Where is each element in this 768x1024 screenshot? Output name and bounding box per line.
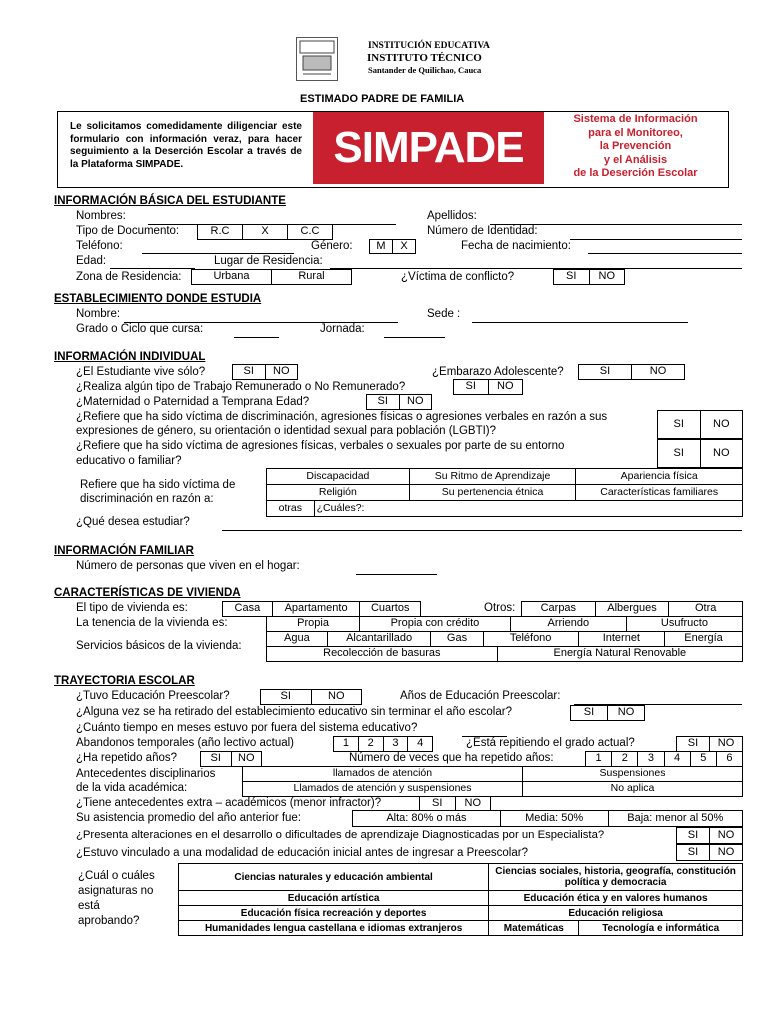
- q-mod-options[interactable]: [676, 844, 743, 861]
- system-line-4: y el Análisis: [603, 153, 668, 166]
- razon-cuales[interactable]: ¿Cuáles?:: [314, 501, 742, 517]
- num-rep-label: Número de veces que ha repetido años:: [349, 752, 554, 764]
- ten-usufructo[interactable]: Usufructo: [660, 617, 708, 630]
- asig-ciencias-naturales[interactable]: Ciencias naturales y educación ambiental: [179, 864, 489, 891]
- q-agr-line-2: educativo o familiar?: [76, 455, 182, 467]
- agr-si[interactable]: SI: [658, 440, 701, 467]
- jornada-label: Jornada:: [320, 323, 365, 335]
- genero-options[interactable]: [369, 239, 416, 254]
- aband-4[interactable]: 4: [417, 737, 424, 750]
- section-fam-title: INFORMACIÓN FAMILIAR: [54, 545, 194, 557]
- q-solo-options[interactable]: [232, 364, 298, 380]
- aband-2[interactable]: 2: [359, 737, 384, 751]
- system-line-2: para el Monitoreo,: [588, 126, 683, 139]
- num-rep-3[interactable]: 3: [638, 752, 664, 766]
- agr-no[interactable]: NO: [713, 446, 730, 459]
- zona-label: Zona de Residencia:: [76, 271, 182, 283]
- viv-otros-label: Otros:: [484, 602, 516, 614]
- viv-carpas[interactable]: Carpas: [522, 602, 596, 616]
- aband-options[interactable]: [333, 736, 433, 752]
- razon-label-1: Refiere que ha sido víctima de: [80, 479, 236, 491]
- q-pre-options[interactable]: [260, 689, 362, 705]
- zona-options[interactable]: [191, 269, 352, 285]
- q-mod-label: ¿Estuvo vinculado a una modalidad de educación inicial antes de ingresar a Preescolar?: [76, 847, 528, 859]
- system-name-box: [548, 113, 723, 183]
- asist-options[interactable]: [352, 810, 743, 827]
- simpade-logo: [313, 112, 544, 184]
- nombres-label: Nombres:: [76, 210, 126, 222]
- section-est-title: ESTABLECIMIENTO DONDE ESTUDIA: [54, 293, 262, 305]
- pre-si[interactable]: SI: [261, 690, 312, 704]
- asig-ciencias-sociales[interactable]: Ciencias sociales, historia, geografía, constitución política y democracia: [489, 864, 743, 891]
- antec-table: [242, 766, 743, 797]
- q-rep-act-options[interactable]: [676, 736, 743, 752]
- asig-question-3: está: [78, 900, 100, 912]
- solo-si[interactable]: SI: [233, 365, 266, 379]
- q-mat-options[interactable]: [366, 394, 432, 410]
- q-personas-field[interactable]: [356, 574, 437, 575]
- q-extra-label: ¿Tiene antecedentes extra – académicos (menor infractor)?: [76, 797, 382, 809]
- anios-pre-label: Años de Educación Preescolar:: [400, 690, 561, 702]
- q-trab-options[interactable]: [453, 379, 523, 395]
- num-rep-5[interactable]: 5: [691, 752, 717, 766]
- q-alt-options[interactable]: [676, 827, 743, 844]
- fecha-field[interactable]: [588, 253, 742, 254]
- victima-label: ¿Víctima de conflicto?: [401, 271, 515, 283]
- razon-familiares[interactable]: Características familiares: [576, 485, 743, 501]
- genero-x[interactable]: X: [400, 239, 408, 252]
- q-rep-options[interactable]: [200, 751, 262, 767]
- alt-no[interactable]: NO: [717, 828, 735, 841]
- serv-energia[interactable]: Energía: [684, 632, 723, 645]
- ten-propia[interactable]: Propia: [267, 617, 360, 631]
- num-rep-4[interactable]: 4: [665, 752, 691, 766]
- apellidos-label: Apellidos:: [427, 210, 477, 222]
- emb-no[interactable]: NO: [649, 365, 667, 378]
- doc-x[interactable]: X: [243, 225, 288, 239]
- serv-alcantarillado[interactable]: Alcantarillado: [328, 632, 432, 646]
- q-mat-label: ¿Maternidad o Paternidad a Temprana Edad?: [76, 396, 310, 408]
- greeting-title: ESTIMADO PADRE DE FAMILIA: [300, 93, 465, 105]
- ret-no[interactable]: NO: [617, 706, 635, 719]
- section-viv-title: CARACTERÍSTICAS DE VIVIENDA: [54, 587, 241, 599]
- num-rep-2[interactable]: 2: [612, 752, 638, 766]
- razon-etnica[interactable]: Su pertenencia étnica: [409, 485, 576, 501]
- asig-humanidades[interactable]: Humanidades lengua castellana e idiomas extranjeros: [179, 921, 489, 936]
- aband-3[interactable]: 3: [384, 737, 409, 751]
- mod-si[interactable]: SI: [677, 845, 710, 860]
- disc-si[interactable]: SI: [658, 411, 701, 438]
- asist-baja[interactable]: Baja: menor al 50%: [627, 811, 724, 824]
- viv-albergues[interactable]: Albergues: [596, 602, 670, 616]
- simpade-logo-text: SIMPADE: [333, 123, 524, 172]
- q-emb-options[interactable]: [578, 364, 685, 380]
- asig-religiosa[interactable]: Educación religiosa: [489, 906, 743, 921]
- viv-tenencia-options[interactable]: [266, 616, 743, 632]
- asig-question-2: asignaturas no: [78, 885, 154, 897]
- ret-si[interactable]: SI: [571, 706, 608, 720]
- est-nombre-label: Nombre:: [76, 308, 121, 320]
- q-agr-options[interactable]: [657, 439, 743, 468]
- antec-llamados-susp[interactable]: Llamados de atención y suspensiones: [243, 782, 523, 797]
- school-name: INSTITUTO TÉCNICO: [367, 52, 482, 64]
- edad-field[interactable]: [110, 268, 195, 269]
- ten-arriendo[interactable]: Arriendo: [511, 617, 627, 631]
- antec-suspensiones[interactable]: Suspensiones: [523, 767, 743, 782]
- jornada-field[interactable]: [384, 337, 445, 338]
- rep-si[interactable]: SI: [201, 752, 232, 766]
- q-extra-options[interactable]: [419, 796, 491, 811]
- razon-label-2: discriminación en razón a:: [80, 493, 214, 505]
- q-pre-label: ¿Tuvo Educación Preescolar?: [76, 690, 230, 702]
- q-ret-label: ¿Alguna vez se ha retirado del establecimiento educativo sin terminar el año escolar?: [76, 706, 512, 718]
- viv-servicios-options-2[interactable]: [266, 646, 743, 662]
- antec-llamados[interactable]: llamados de atención: [243, 767, 523, 782]
- victima-no[interactable]: NO: [598, 270, 615, 283]
- q-personas-label: Número de personas que viven en el hogar:: [76, 560, 300, 572]
- sede-field[interactable]: [472, 322, 688, 323]
- antec-no-aplica[interactable]: No aplica: [523, 782, 743, 797]
- viv-tipo-label: El tipo de vivienda es:: [76, 602, 188, 614]
- razon-otras[interactable]: otras: [267, 501, 315, 517]
- grado-label: Grado o Ciclo que cursa:: [76, 323, 204, 335]
- zona-rural[interactable]: Rural: [298, 270, 325, 283]
- aband-1[interactable]: 1: [334, 737, 359, 751]
- q-emb-label: ¿Embarazo Adolescente?: [432, 366, 564, 378]
- grado-field[interactable]: [234, 337, 279, 338]
- asignaturas-table: [178, 863, 743, 936]
- q-disc-options[interactable]: [657, 410, 743, 439]
- q-agr-line-1: ¿Refiere que ha sido víctima de agresiones físicas, verbales o sexuales por parte de su entorno: [76, 440, 565, 452]
- extra-no[interactable]: NO: [464, 796, 481, 809]
- edad-label: Edad:: [76, 255, 107, 267]
- rep-act-no[interactable]: NO: [717, 737, 735, 750]
- razon-ritmo[interactable]: Su Ritmo de Aprendizaje: [409, 469, 576, 485]
- lugar-label: Lugar de Residencia:: [214, 255, 323, 267]
- q-rep-label: ¿Ha repetido años?: [76, 752, 178, 764]
- viv-servicios-label: Servicios básicos de la vivienda:: [76, 640, 242, 652]
- emb-si[interactable]: SI: [579, 365, 632, 379]
- viv-tipo-options[interactable]: [222, 601, 421, 617]
- serv-agua[interactable]: Agua: [267, 632, 328, 646]
- q-disc-line-2: expresiones de género, su orientación o identidad sexual para población (LGBTI)?: [76, 425, 497, 437]
- razon-discapacidad[interactable]: Discapacidad: [267, 469, 410, 485]
- solo-no[interactable]: NO: [273, 365, 290, 378]
- telefono-label: Teléfono:: [76, 240, 123, 252]
- viv-otra[interactable]: Otra: [694, 602, 717, 615]
- serv-gas[interactable]: Gas: [431, 632, 483, 646]
- section-ind-title: INFORMACIÓN INDIVIDUAL: [54, 351, 206, 363]
- asig-fisica[interactable]: Educación física recreación y deportes: [179, 906, 489, 921]
- asig-question-4: aprobando?: [78, 915, 140, 927]
- victima-si[interactable]: SI: [554, 270, 590, 284]
- antec-label-2: de la vida académica:: [76, 782, 188, 794]
- section-tray-title: TRAYECTORIA ESCOLAR: [54, 675, 195, 687]
- pre-no[interactable]: NO: [328, 690, 345, 703]
- antec-label-1: Antecedentes disciplinarios: [76, 768, 216, 780]
- institution-label: INSTITUCIÓN EDUCATIVA: [368, 41, 490, 51]
- serv-internet[interactable]: Internet: [579, 632, 665, 646]
- tipo-doc-options[interactable]: [197, 224, 333, 240]
- mat-no[interactable]: NO: [407, 395, 424, 408]
- alt-si[interactable]: SI: [677, 828, 710, 843]
- trab-no[interactable]: NO: [497, 380, 514, 393]
- system-line-3: la Prevención: [599, 140, 672, 152]
- q-rep-act-label: ¿Está repitiendo el grado actual?: [466, 737, 635, 749]
- mat-si[interactable]: SI: [367, 395, 400, 409]
- trab-si[interactable]: SI: [454, 380, 489, 394]
- rep-act-si[interactable]: SI: [677, 737, 710, 751]
- extra-si[interactable]: SI: [420, 797, 456, 810]
- rep-no[interactable]: NO: [238, 752, 255, 765]
- asig-etica[interactable]: Educación ética y en valores humanos: [489, 891, 743, 906]
- viv-otros-options[interactable]: [521, 601, 743, 617]
- lugar-field[interactable]: [330, 268, 742, 269]
- genero-label: Género:: [311, 240, 353, 252]
- disc-no[interactable]: NO: [713, 417, 730, 430]
- asig-artistica[interactable]: Educación artística: [179, 891, 489, 906]
- asist-alta[interactable]: Alta: 80% o más: [353, 811, 501, 826]
- q-alt-label: ¿Presenta alteraciones en el desarrollo o dificultades de aprendizaje Diagnosticadas por un Especialista?: [76, 829, 605, 841]
- viv-apto[interactable]: Apartamento: [273, 602, 361, 616]
- q-disc-line-1: ¿Refiere que ha sido víctima de discriminación, agresiones físicas o agresiones verbales en razón a sus: [76, 411, 608, 423]
- num-id-field[interactable]: [570, 239, 742, 240]
- system-line-5: de la Deserción Escolar: [573, 167, 698, 179]
- viv-casa[interactable]: Casa: [223, 602, 273, 616]
- serv-basuras[interactable]: Recolección de basuras: [267, 647, 498, 661]
- razon-table: [266, 468, 743, 517]
- zona-urbana[interactable]: Urbana: [192, 270, 272, 284]
- num-rep-1[interactable]: 1: [586, 752, 612, 766]
- q-ret-options[interactable]: [570, 705, 645, 721]
- num-rep-6[interactable]: 6: [726, 752, 733, 765]
- school-crest: [296, 37, 338, 81]
- victima-options[interactable]: [553, 269, 625, 285]
- q-estudiar-label: ¿Qué desea estudiar?: [76, 516, 190, 528]
- razon-apariencia[interactable]: Apariencia física: [576, 469, 743, 485]
- viv-tenencia-label: La tenencia de la vivienda es:: [76, 617, 228, 629]
- serv-telefono[interactable]: Teléfono: [484, 632, 579, 646]
- mod-no[interactable]: NO: [717, 845, 735, 858]
- viv-servicios-options[interactable]: [266, 631, 743, 647]
- doc-rc[interactable]: R.C: [198, 225, 243, 239]
- q-estudiar-field[interactable]: [222, 530, 742, 531]
- serv-renovable[interactable]: Energía Natural Renovable: [553, 647, 687, 660]
- asist-media[interactable]: Media: 50%: [501, 811, 609, 826]
- telefono-field[interactable]: [142, 253, 294, 254]
- q-trab-label: ¿Realiza algún tipo de Trabajo Remunerado o No Remunerado?: [76, 381, 406, 393]
- school-location: Santander de Quilichao, Cauca: [368, 65, 482, 75]
- q-solo-label: ¿El Estudiante vive sólo?: [76, 366, 206, 378]
- fecha-label: Fecha de nacimiento:: [461, 240, 571, 252]
- asist-label: Su asistencia promedio del año anterior fue:: [76, 812, 302, 824]
- genero-m[interactable]: M: [370, 240, 393, 253]
- sede-label: Sede :: [427, 308, 461, 320]
- viv-cuartos[interactable]: Cuartos: [370, 602, 410, 615]
- num-id-label: Número de Identidad:: [427, 225, 538, 237]
- asig-matematicas[interactable]: Matemáticas: [489, 921, 579, 936]
- aband-label: Abandonos temporales (año lectivo actual): [76, 737, 294, 749]
- intro-text: Le solicitamos comedidamente diligenciar este formulario con información veraz, para hacer seguimiento a la Deserción Escolar a través de la Plataforma SIMPADE.: [70, 121, 302, 170]
- asig-question-1: ¿Cuál o cuáles: [78, 870, 155, 882]
- num-rep-options[interactable]: [585, 751, 743, 767]
- razon-religion[interactable]: Religión: [267, 485, 410, 501]
- q-tiempo-label: ¿Cuánto tiempo en meses estuvo por fuera del sistema educativo?: [76, 722, 418, 734]
- tipo-doc-label: Tipo de Documento:: [76, 225, 180, 237]
- section-basic-title: INFORMACIÓN BÁSICA DEL ESTUDIANTE: [54, 195, 286, 207]
- doc-cc[interactable]: C.C: [300, 225, 320, 238]
- system-line-1: Sistema de Información: [573, 113, 698, 125]
- ten-credito[interactable]: Propia con crédito: [360, 617, 511, 631]
- asig-tecnologia[interactable]: Tecnología e informática: [579, 921, 743, 936]
